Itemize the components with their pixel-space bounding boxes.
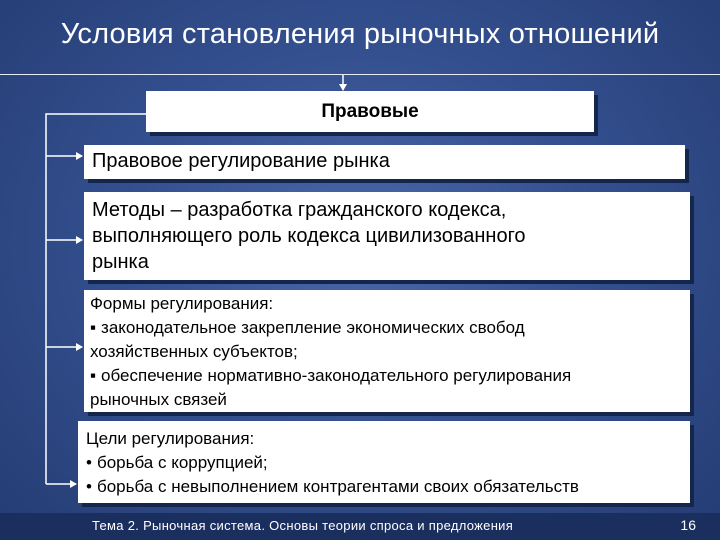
regulation-label: Правовое регулирование рынка bbox=[92, 150, 390, 172]
page-number: 16 bbox=[680, 517, 696, 533]
round-bullet-icon: • bbox=[86, 477, 92, 496]
category-header-box bbox=[146, 91, 594, 132]
methods-line: выполняющего роль кодекса цивилизованного bbox=[92, 225, 526, 247]
goals-heading: Цели регулирования: bbox=[86, 429, 255, 448]
regulation-box bbox=[84, 145, 685, 179]
square-bullet-icon: ▪ bbox=[90, 366, 97, 385]
goals-item bbox=[86, 451, 682, 475]
square-bullet-icon: ▪ bbox=[90, 318, 97, 337]
forms-heading: Формы регулирования: bbox=[90, 294, 274, 313]
goals-item bbox=[86, 475, 682, 499]
forms-box bbox=[84, 290, 690, 412]
category-header-label: Правовые bbox=[321, 100, 419, 122]
goals-item-text: борьба с невыполнением контрагентами своих обязательств bbox=[96, 477, 579, 496]
forms-item-text: законодательное закрепление экономических свобод bbox=[101, 318, 525, 337]
forms-item-text: обеспечение нормативно-законодательного регулирования bbox=[101, 366, 572, 385]
forms-item bbox=[90, 316, 684, 340]
methods-line: рынка bbox=[92, 251, 149, 273]
goals-item-text: борьба с коррупцией; bbox=[96, 453, 268, 472]
forms-item bbox=[90, 364, 684, 388]
round-bullet-icon: • bbox=[86, 453, 92, 472]
goals-box bbox=[78, 421, 690, 503]
forms-item-continuation: хозяйственных субъектов; bbox=[90, 342, 298, 361]
methods-line: Методы – разработка гражданского кодекса, bbox=[92, 199, 507, 221]
footer-topic: Тема 2. Рыночная система. Основы теории спроса и предложения bbox=[92, 518, 514, 533]
methods-box bbox=[84, 192, 690, 280]
forms-item-continuation: рыночных связей bbox=[90, 390, 227, 409]
slide-title: Условия становления рыночных отношений bbox=[60, 18, 660, 50]
